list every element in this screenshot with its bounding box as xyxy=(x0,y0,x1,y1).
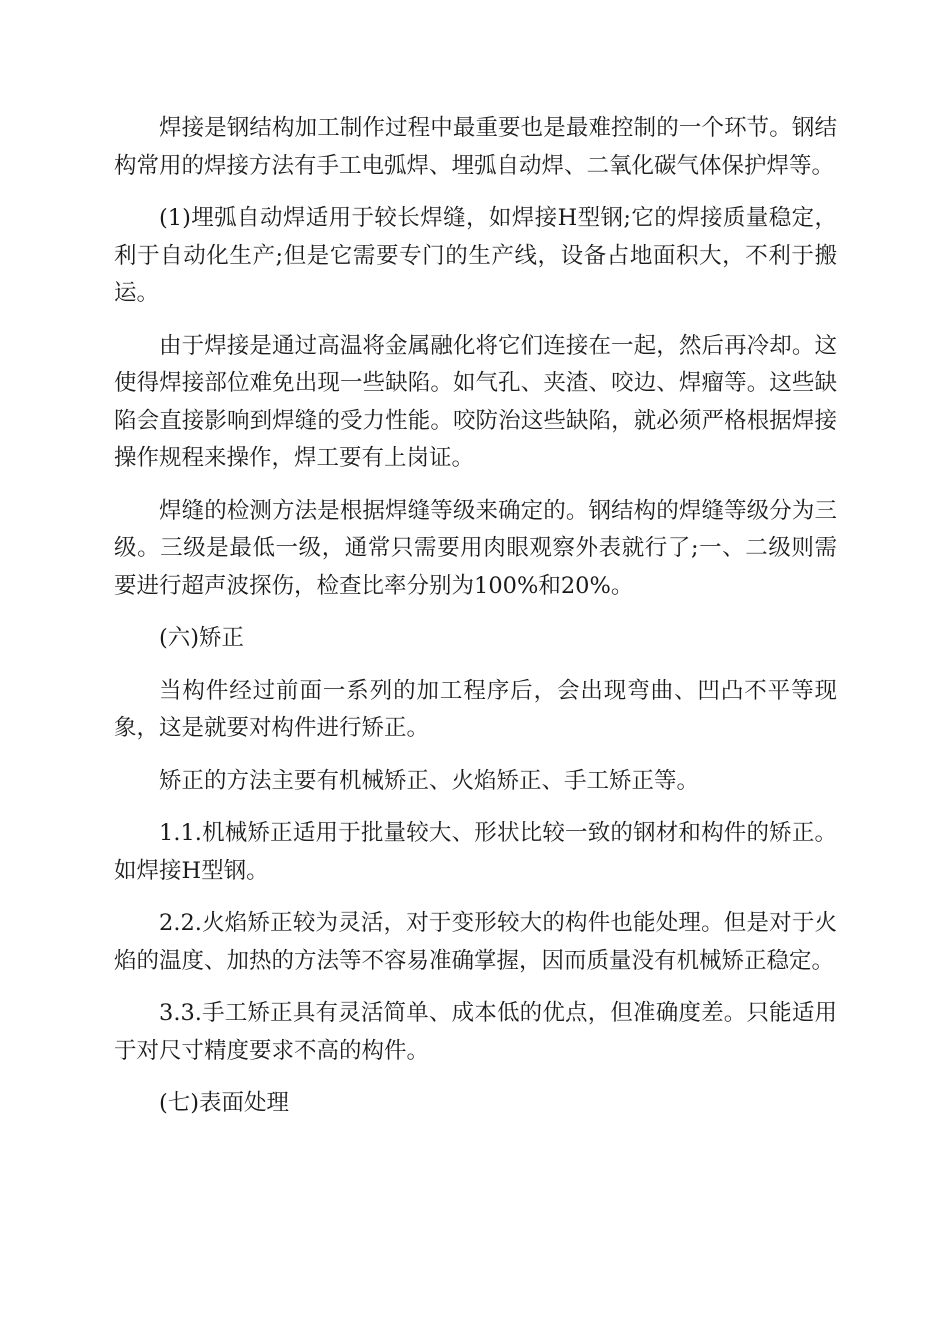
list-item-mechanical-straightening: 1.1.机械矫正适用于批量较大、形状比较一致的钢材和构件的矫正。如焊接H型钢。 xyxy=(114,820,837,884)
paragraph-weld-inspection: 焊缝的检测方法是根据焊缝等级来确定的。钢结构的焊缝等级分为三级。三级是最低一级，通常只需要用肉眼观察外表就行了;一、二级则需要进行超声波探伤，检查比率分别为100%和20%。 xyxy=(114,497,837,599)
section-heading-surface-treatment: (七)表面处理 xyxy=(159,1090,290,1116)
list-item-manual-straightening: 3.3.手工矫正具有灵活简单、成本低的优点，但准确度差。只能适用于对尺寸精度要求不高的构件。 xyxy=(114,1000,837,1064)
paragraph-submerged-arc-welding: (1)埋弧自动焊适用于较长焊缝，如焊接H型钢;它的焊接质量稳定，利于自动化生产;但是它需要专门的生产线，设备占地面积大，不利于搬运。 xyxy=(114,205,837,306)
paragraph-welding-intro: 焊接是钢结构加工制作过程中最重要也是最难控制的一个环节。钢结构常用的焊接方法有手工电弧焊、埋弧自动焊、二氧化碳气体保护焊等。 xyxy=(114,115,837,179)
document-body xyxy=(114,110,837,1138)
section-heading-straightening: (六)矫正 xyxy=(159,625,245,651)
paragraph-straightening-methods: 矫正的方法主要有机械矫正、火焰矫正、手工矫正等。 xyxy=(159,767,700,794)
paragraph-straightening-intro: 当构件经过前面一系列的加工程序后，会出现弯曲、凹凸不平等现象，这是就要对构件进行矫正。 xyxy=(114,677,837,741)
paragraph-welding-defects: 由于焊接是通过高温将金属融化将它们连接在一起，然后再冷却。这使得焊接部位难免出现一些缺陷。如气孔、夹渣、咬边、焊瘤等。这些缺陷会直接影响到焊缝的受力性能。咬防治这些缺陷，就必须严格根据焊接操作规程来操作，焊工要有上岗证。 xyxy=(114,332,837,471)
list-item-flame-straightening: 2.2.火焰矫正较为灵活，对于变形较大的构件也能处理。但是对于火焰的温度、加热的方法等不容易准确掌握，因而质量没有机械矫正稳定。 xyxy=(114,910,837,974)
